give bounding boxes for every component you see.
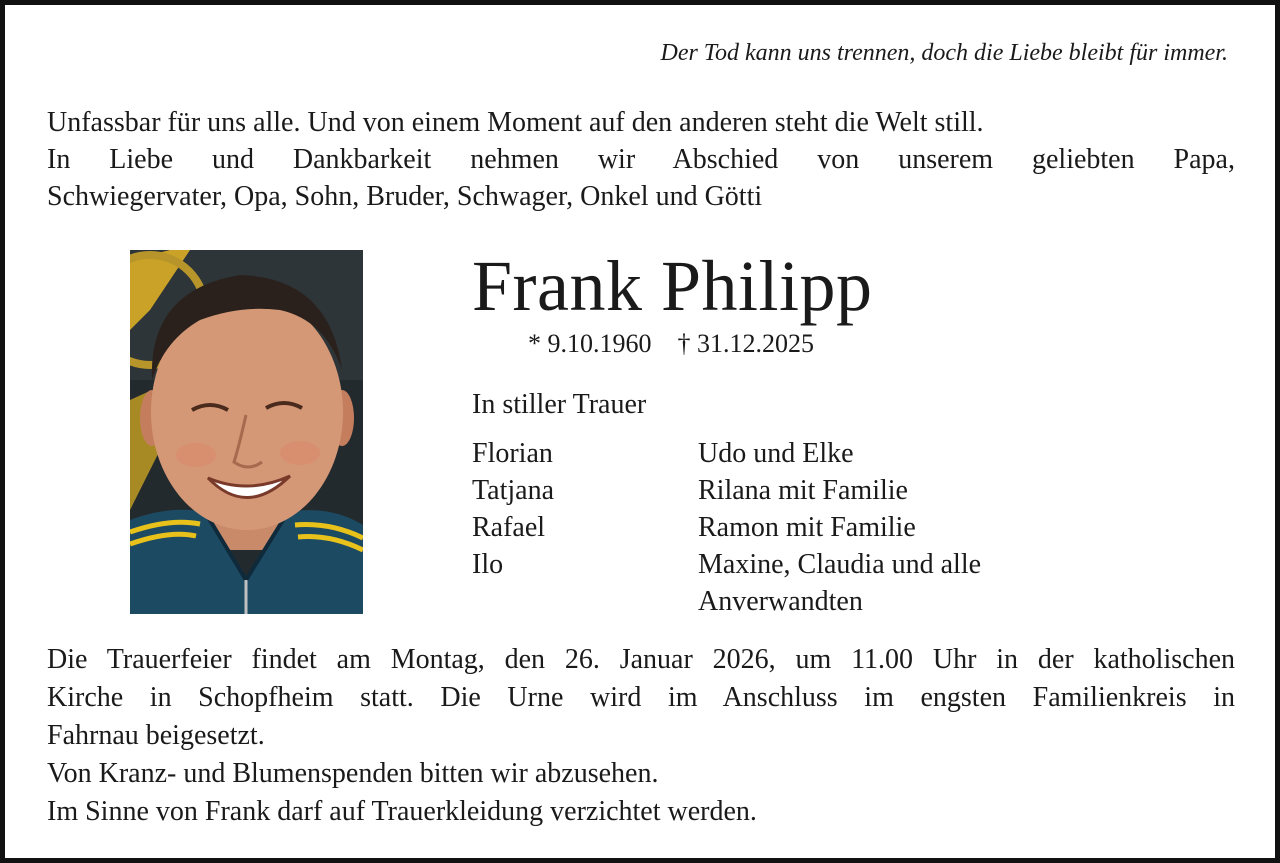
mourner-name: Florian	[472, 438, 553, 469]
mourner-name: Tatjana	[472, 475, 554, 506]
life-dates	[528, 328, 814, 360]
ceremony-line-1: Die Trauerfeier findet am Montag, den 26. Januar 2026, um 11.00 Uhr in der katholischen	[47, 644, 1235, 675]
mourner-name: Rafael	[472, 512, 546, 543]
motto-quote: Der Tod kann uns trennen, doch die Liebe bleibt für immer.	[660, 40, 1228, 66]
intro-line-2: In Liebe und Dankbarkeit nehmen wir Abschied von unserem geliebten Papa,	[47, 144, 1235, 175]
birth-date: * 9.10.1960	[528, 329, 652, 358]
ceremony-line-5: Im Sinne von Frank darf auf Trauerkleidung verzichtet werden.	[47, 796, 757, 827]
mourners-left-column	[472, 435, 554, 583]
mourner-name: Ilo	[472, 549, 504, 580]
mourning-heading: In stiller Trauer	[472, 389, 647, 420]
intro-line-3: Schwiegervater, Opa, Sohn, Bruder, Schwager, Onkel und Götti	[47, 181, 763, 212]
ceremony-line-3: Fahrnau beigesetzt.	[47, 720, 265, 751]
ceremony-text	[47, 641, 1235, 831]
ceremony-line-4: Von Kranz- und Blumenspenden bitten wir abzusehen.	[47, 758, 659, 789]
mourner-name: Maxine, Claudia und alle	[698, 549, 982, 580]
mourner-name: Ramon mit Familie	[698, 512, 916, 543]
mourner-name: Udo und Elke	[698, 438, 854, 469]
portrait-photo	[130, 250, 363, 614]
ceremony-line-2: Kirche in Schopfheim statt. Die Urne wird im Anschluss im engsten Familienkreis in	[47, 682, 1235, 713]
mourners-right-column	[698, 435, 981, 620]
intro-text	[47, 104, 1235, 215]
death-date: † 31.12.2025	[677, 329, 814, 358]
mourner-name: Rilana mit Familie	[698, 475, 908, 506]
mourner-name: Anverwandten	[698, 586, 863, 617]
deceased-name: Frank Philipp	[472, 246, 873, 326]
intro-line-1: Unfassbar für uns alle. Und von einem Moment auf den anderen steht die Welt still.	[47, 107, 984, 138]
